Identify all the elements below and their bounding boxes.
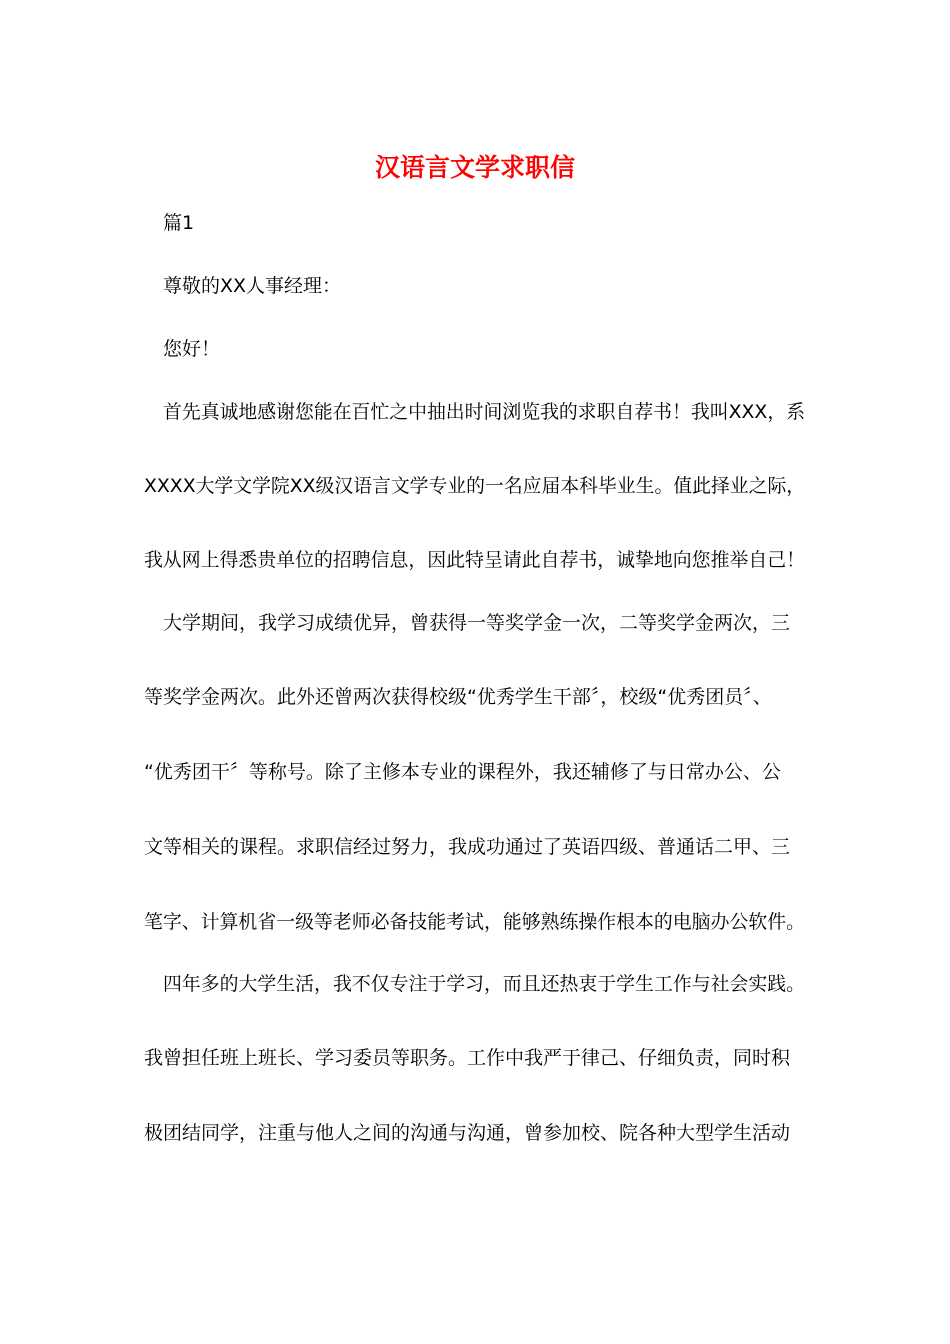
body-line: 极团结同学，注重与他人之间的沟通与沟通，曾参加校、院各种大型学生活动 [144, 1122, 791, 1144]
body-line: 四年多的大学生活，我不仅专注于学习，而且还热衷于学生工作与社会实践。 [163, 973, 806, 995]
body-line: “优秀团干〞等称号。除了主修本专业的课程外，我还辅修了与日常办公、公 [144, 761, 781, 783]
salutation: 尊敬的XX人事经理： [163, 275, 342, 297]
body-line: 首先真诚地感谢您能在百忙之中抽出时间浏览我的求职自荐书！我叫XXX，系 [163, 401, 806, 423]
body-line: 笔字、计算机省一级等老师必备技能考试，能够熟练操作根本的电脑办公软件。 [144, 911, 806, 933]
section-label: 篇1 [163, 212, 195, 234]
body-line: 我从网上得悉贵单位的招聘信息，因此特呈请此自荐书，诚挚地向您推举自己！ [144, 549, 806, 571]
body-line: 我曾担任班上班长、学习委员等职务。工作中我严于律己、仔细负责，同时积 [144, 1047, 791, 1069]
body-line: 等奖学金两次。此外还曾两次获得校级“优秀学生干部〞，校级“优秀团员〞、 [144, 686, 772, 708]
body-line: XXXX大学文学院XX级汉语言文学专业的一名应届本科毕业生。值此择业之际， [144, 475, 806, 497]
body-line: 大学期间，我学习成绩优异，曾获得一等奖学金一次，二等奖学金两次，三 [163, 612, 791, 634]
greeting: 您好！ [163, 338, 221, 360]
body-line: 文等相关的课程。求职信经过努力，我成功通过了英语四级、普通话二甲、三 [144, 836, 791, 858]
document-title: 汉语言文学求职信 [374, 153, 575, 182]
